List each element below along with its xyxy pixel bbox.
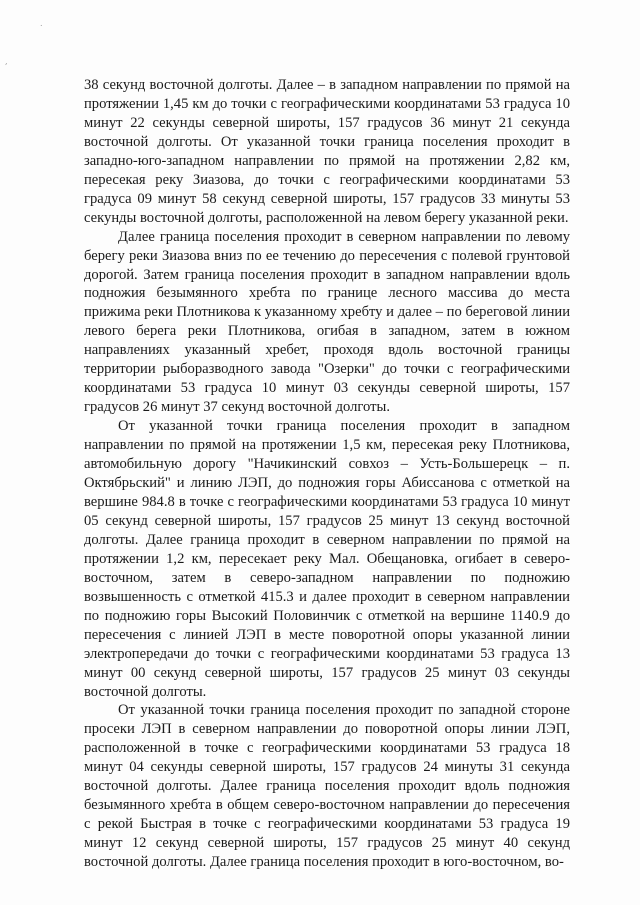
paragraph: 38 секунд восточной долготы. Далее – в западном направлении по прямой на протяжении 1,45 км до точки с географическими координатами 53 градуса 10 минут 22 секунды северной широты, 157 градусов 36 минут 21 секунда восточной долготы. От указанной точки граница поселения проходит в западно-юго-западном направлении по прямой на протяжении 2,82 км, пересекая реку Зиазова, до точки с географическими координатами 53 градуса 09 минут 58 секунд северной широты, 157 градусов 33 минуты 53 секунды восточной долготы, расположенной на левом берегу указанной реки. (84, 77, 570, 226)
scan-speck: . (40, 19, 43, 28)
scan-speck: , (5, 57, 8, 66)
paragraph: Далее граница поселения проходит в северном направлении по левому берегу реки Зиазова вниз по ее течению до пересечения с полевой грунтовой дорогой. Затем граница поселения проходит в западном направлении вдоль подножия безымянного хребта по границе лесного массива до места прижима реки Плотникова к указанному хребту и далее – по береговой линии левого берега реки Плотникова, огибая в западном, затем в южном направлениях указанный хребет, проходя вдоль восточной границы территории рыборазводного завода "Озерки" до точки с географическими координатами 53 градуса 10 минут 03 секунды северной широты, 157 градусов 26 минут 37 секунд восточной долготы. (84, 228, 570, 416)
paragraph: От указанной точки граница поселения проходит по западной стороне просеки ЛЭП в северном направлении до поворотной опоры линии ЛЭП, расположенной в точке с географическими координатами 53 градуса 18 минут 04 секунды северной широты, 157 градусов 24 минуты 31 секунда восточной долготы. Далее граница поселения проходит вдоль подножия безымянного хребта в общем северо-восточном направлении до пересечения с рекой Быстрая в точке с географическими координатами 53 градуса 19 минут 12 секунд северной широты, 157 градусов 25 минут 40 секунд восточной долготы. Далее граница поселения проходит в юго-восточном, во- (84, 702, 570, 871)
paragraph: От указанной точки граница поселения проходит в западном направлении по прямой на протяжении 1,5 км, пересекая реку Плотникова, автомобильную дорогу "Начикинский совхоз – Усть-Большерецк – п. Октябрьский" и линию ЛЭП, до подножия горы Абиссанова с отметкой на вершине 984.8 в точке с географическими координатами 53 градуса 10 минут 05 секунд северной широты, 157 градусов 25 минут 13 секунд восточной долготы. Далее граница проходит в северном направлении по прямой на протяжении 1,2 км, пересекает реку Мал. Обещановка, огибает в северо-восточном, затем в северо-западном направлении по подножию возвышенность с отметкой 415.3 и далее проходит в северном направлении по подножию горы Высокий Половинчик с отметкой на вершине 1140.9 до пересечения с линией ЛЭП в месте поворотной опоры указанной линии электропередачи до точки с географическими координатами 53 градуса 13 минут 00 секунд северной широты, 157 градусов 25 минут 03 секунды восточной долготы. (84, 418, 570, 700)
document-body (84, 76, 570, 872)
